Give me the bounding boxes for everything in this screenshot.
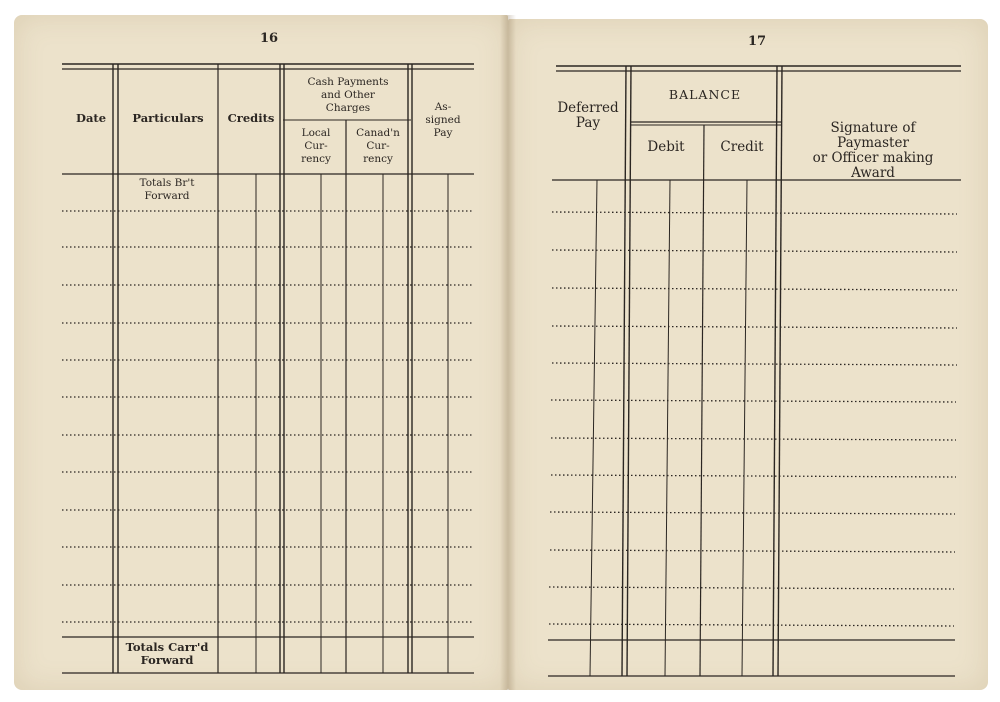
header-assigned-pay: As- signed Pay [425,101,461,139]
header-deferred-pay: Deferred Pay [557,100,619,131]
header-particulars: Particulars [132,111,204,125]
header-local-currency: Local Cur- rency [301,127,331,165]
header-date: Date [75,111,107,125]
header-credits: Credits [227,111,275,125]
header-balance: BALANCE [668,87,742,102]
header-credit: Credit [720,139,764,155]
header-canadian-currency: Canad'n Cur- rency [356,127,400,165]
totals-brought-forward: Totals Br't Forward [139,177,195,202]
header-debit: Debit [647,139,685,155]
totals-carried-forward: Totals Carr'd Forward [125,640,209,667]
page-number-right: 17 [747,34,767,49]
header-signature: Signature of Paymaster or Officer making Award [812,120,934,181]
right-dotted-rows [549,212,957,626]
page-number-left: 16 [259,31,279,46]
header-cash-payments: Cash Payments and Other Charges [307,76,389,114]
